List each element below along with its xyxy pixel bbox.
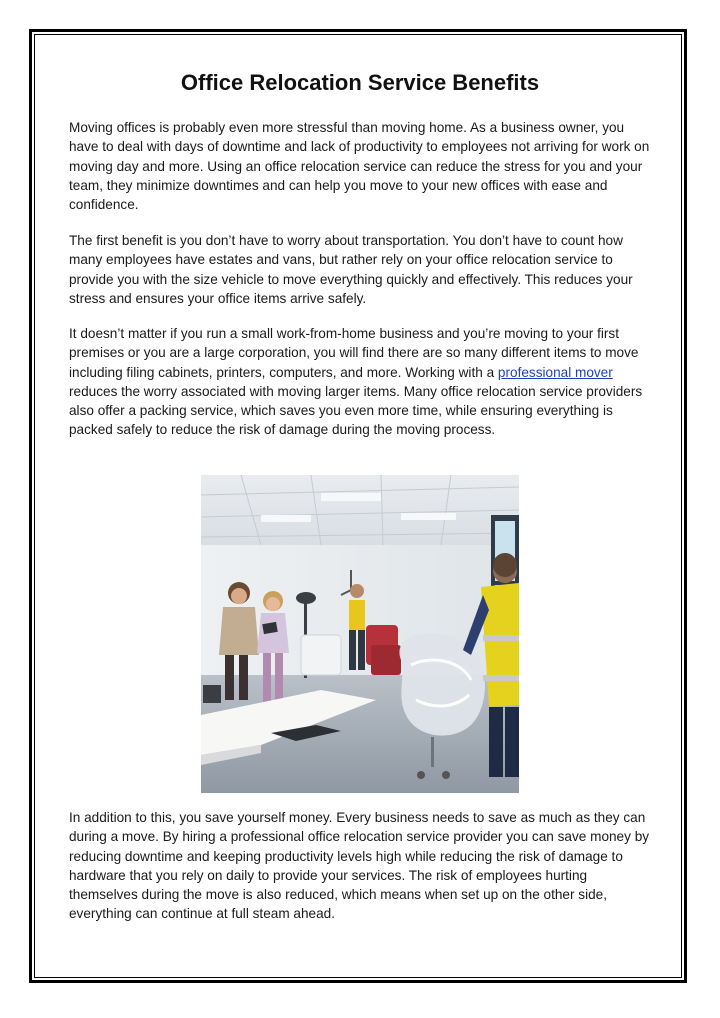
- paragraph-items: [69, 324, 652, 440]
- paragraph-transportation: The first benefit is you don’t have to worry about transportation. You don’t have to count how many employees have estates and vans, but rather rely on your office relocation service to provide you with the size vehicle to move everything quickly and effectively. This reduces your stress and ensures your office items arrive safely.: [69, 233, 633, 306]
- office-moving-photo: [201, 475, 519, 793]
- paragraph-items-text-end: reduces the worry associated with moving larger items. Many office relocation service providers also offer a packing service, which saves you even more time, while ensuring everything is packed safely to reduce the risk of damage during the moving process.: [69, 383, 643, 438]
- paragraph-intro: Moving offices is probably even more stressful than moving home. As a business owner, you have to deal with days of downtime and lack of productivity to employees not arriving for work on moving day and more. Using an office relocation service can reduce the stress for you and your team, they minimize downtimes and can help you move to your new offices with ease and confidence.: [69, 120, 650, 213]
- professional-mover-link[interactable]: professional mover: [497, 364, 613, 380]
- paragraph-savings: In addition to this, you save yourself money. Every business needs to save as much as they can during a move. By hiring a professional office relocation service provider you can save money by reducing downtime and keeping productivity levels high while reducing the risk of damage to hardware that you rely on daily to provide your services. The risk of employees hurting themselves during the move is also reduced, which means when set up on the other side, everything can continue at full steam ahead.: [69, 810, 650, 922]
- paragraph-items-text-start: It doesn’t matter if you run a small work-from-home business and you’re moving to your first premises or you are a large corporation, you will find there are so many different items to move including filing cabinets, printers, computers, and more. Working with a: [69, 326, 639, 380]
- document-title: Office Relocation Service Benefits: [180, 70, 540, 95]
